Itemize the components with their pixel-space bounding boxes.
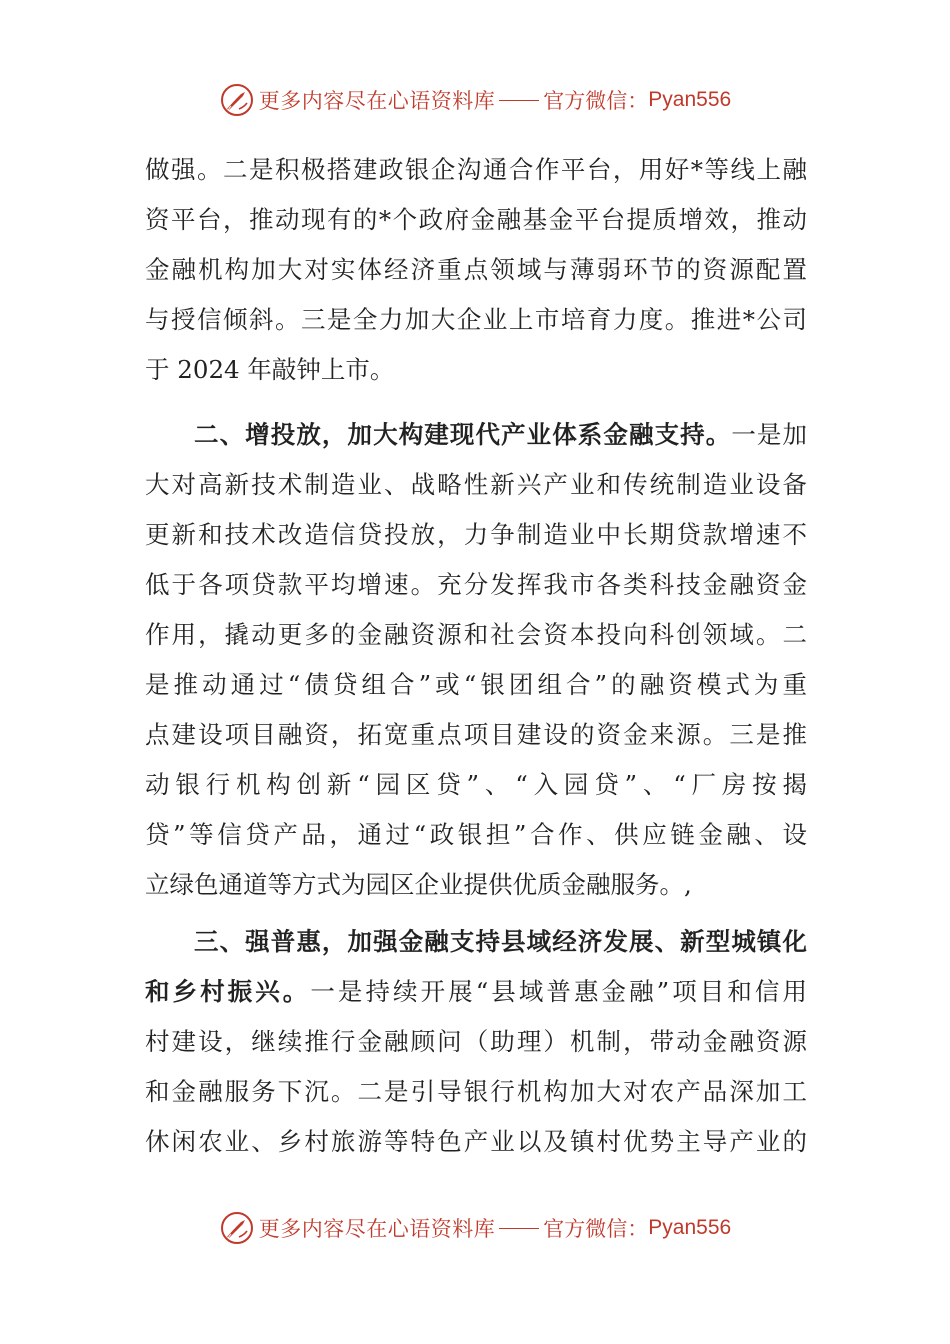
paragraph-3	[145, 917, 807, 1167]
banner-dash	[499, 100, 539, 101]
text-line: 做强。二是积极搭建政银企沟通合作平台，用好*等线上融	[145, 155, 807, 184]
paragraph-1	[145, 145, 807, 395]
heading-line	[145, 967, 807, 1017]
text-line: 资平台，推动现有的*个政府金融基金平台提质增效，推动	[145, 205, 807, 234]
text-line: 更新和技术改造信贷投放，力争制造业中长期贷款增速不	[145, 520, 807, 549]
banner-dash	[499, 1228, 539, 1229]
text-line: 是推动通过“债贷组合”或“银团组合”的融资模式为重	[145, 670, 807, 699]
text-line: 作用，撬动更多的金融资源和社会资本投向科创领域。二	[145, 620, 807, 649]
text-line: 立绿色通道等方式为园区企业提供优质金融服务。,	[145, 870, 692, 899]
text-line: 休闲农业、乡村旅游等特色产业以及镇村优势主导产业的	[145, 1127, 807, 1156]
text-line: 低于各项贷款平均增速。充分发挥我市各类科技金融资金	[145, 570, 807, 599]
text-line: 于 2024 年敲钟上市。	[145, 355, 395, 384]
text-line: 动银行机构创新“园区贷”、“入园贷”、“厂房按揭	[145, 770, 807, 799]
section-heading-3-cont: 和乡村振兴。	[145, 977, 311, 1006]
text-line: 点建设项目融资，拓宽重点项目建设的资金来源。三是推	[145, 720, 807, 749]
heading-line	[145, 410, 807, 460]
text-line: 贷”等信贷产品，通过“政银担”合作、供应链金融、设	[145, 820, 807, 849]
banner-wechat-label: 官方微信：	[543, 1217, 649, 1241]
banner-wechat-id: Pyan556	[648, 1216, 732, 1239]
text-line: 大对高新技术制造业、战略性新兴产业和传统制造业设备	[145, 470, 807, 499]
section-heading-2: 二、增投放，加大构建现代产业体系金融支持。	[194, 420, 732, 449]
section-heading-3: 三、强普惠，加强金融支持县域经济发展、新型城镇化	[194, 927, 807, 956]
banner-wechat-label: 官方微信：	[543, 89, 649, 113]
banner-text: 更多内容尽在心语资料库	[258, 89, 496, 113]
text-line: 金融机构加大对实体经济重点领域与薄弱环节的资源配置	[145, 255, 807, 284]
pen-logo-icon	[219, 1210, 255, 1246]
text-run: 一是加	[731, 420, 808, 449]
text-line: 和金融服务下沉。二是引导银行机构加大对农产品深加工	[145, 1077, 807, 1106]
banner-text: 更多内容尽在心语资料库	[258, 1217, 496, 1241]
text-line: 与授信倾斜。三是全力加大企业上市培育力度。推进*公司	[145, 305, 807, 334]
text-run: 一是持续开展“县域普惠金融”项目和信用	[310, 977, 807, 1006]
header-watermark	[0, 82, 950, 122]
text-line: 村建设，继续推行金融顾问（助理）机制，带动金融资源	[145, 1027, 807, 1056]
pen-logo-icon	[219, 82, 255, 118]
paragraph-2	[145, 410, 807, 910]
footer-watermark	[0, 1210, 950, 1250]
banner-wechat-id: Pyan556	[648, 88, 732, 111]
